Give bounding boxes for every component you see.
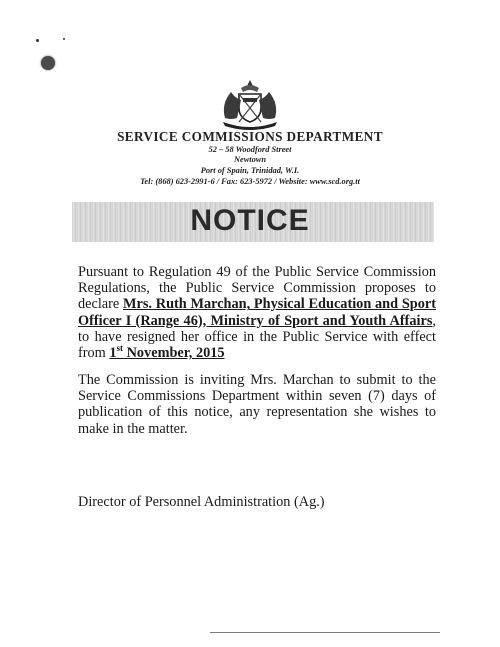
paragraph-intro: Pursuant to Regulation 49 of the Public Service Commission Regulations, the Public Service Commission proposes to declare: [78, 264, 436, 313]
effective-month-year: November, 2015: [123, 345, 225, 362]
punch-hole: [41, 56, 55, 70]
contact-line: Tel: (868) 623-2991-6 / Fax: 623-5972 / Website: www.scd.org.tt: [140, 177, 360, 186]
scan-speck: [36, 39, 39, 42]
notice-paragraph-2: The Commission is inviting Mrs. Marchan to submit to the Service Commissions Department within seven (7) days of publication of this notice, any representation she wishes to make in the matter.: [78, 372, 436, 437]
scan-speck: [63, 38, 65, 40]
address-city: Port of Spain, Trinidad, W.I.: [200, 166, 300, 175]
address-area: Newtown: [233, 155, 267, 164]
bottom-divider: [210, 632, 440, 633]
signoff-title: Director of Personnel Administration (Ag.): [78, 494, 325, 510]
effective-day: 1: [109, 345, 117, 362]
effective-day-ordinal: st: [116, 343, 124, 354]
notice-paragraph-1: [78, 264, 436, 361]
coat-of-arms-icon: [219, 78, 281, 130]
paragraph-mid: , to have resigned her office in the Public Service with effect from: [78, 312, 436, 362]
effective-date: [109, 345, 224, 361]
address-street: 52 – 58 Woodford Street: [208, 145, 292, 154]
department-name: SERVICE COMMISSIONS DEPARTMENT: [117, 129, 383, 144]
notice-title: NOTICE: [190, 204, 310, 237]
officer-details: Mrs. Ruth Marchan, Physical Education and Sport Officer I (Range 46), Ministry of Sport and Youth Affairs: [78, 296, 436, 329]
